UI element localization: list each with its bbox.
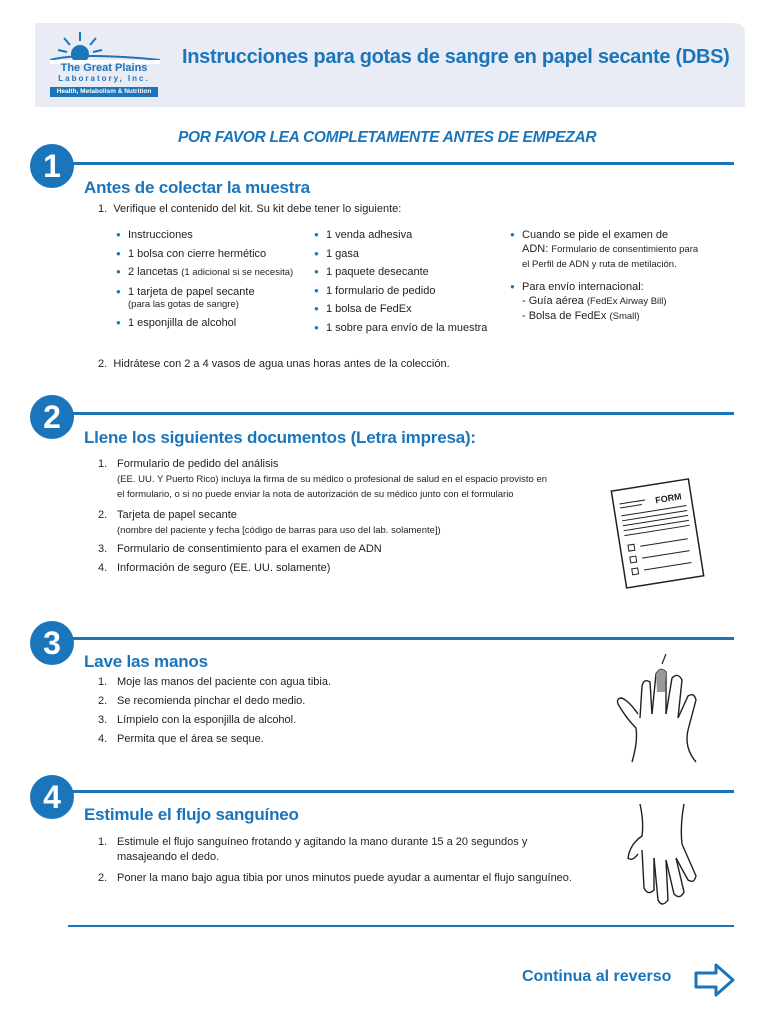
section-heading-4: Estimule el flujo sanguíneo [84, 805, 299, 824]
step-number-3: 3 [30, 621, 74, 665]
list-item: ● Cuando se pide el examen de ADN: Formulario de consentimiento para el Perfil de ADN y ruta de metilación. [510, 228, 700, 272]
list-item: 1. Formulario de pedido del análisis (EE. UU. Y Puerto Rico) incluya la firma de su médico o profesional de salud en el espacio provisto en el formulario, o si no puede enviar la nota de autorización de su médico junto con el formulario [98, 458, 548, 500]
section-rule-1 [72, 162, 734, 165]
step2-text: Hidrátese con 2 a 4 vasos de agua unas horas antes de la colección. [113, 358, 450, 370]
logo-line2: Laboratory, Inc. [58, 74, 150, 83]
arrow-right-icon [694, 962, 736, 998]
form-document-icon [600, 470, 720, 590]
list-item: ● 2 lancetas (1 adicional si se necesita) [116, 263, 311, 283]
intro-number: 1. [98, 203, 108, 215]
section-rule-2 [72, 412, 734, 415]
list-item: 2. Se recomienda pinchar el dedo medio. [98, 695, 306, 707]
kit-list-col2 [314, 226, 504, 337]
list-item: 1. Moje las manos del paciente con agua tibia. [98, 676, 332, 688]
hydrate-step [98, 357, 450, 372]
list-item: ● 1 sobre para envío de la muestra [314, 319, 504, 338]
list-item: ● 1 paquete desecante [314, 263, 504, 282]
list-item: ● Instrucciones [116, 226, 311, 245]
list-item: ● 1 tarjeta de papel secante (para las gotas de sangre) [116, 283, 311, 313]
intro-text: Verifique el contenido del kit. Su kit debe tener lo siguiente: [113, 203, 402, 215]
list-item: 4. Permita que el área se seque. [98, 733, 264, 745]
kit-list-col1 [116, 226, 311, 333]
hand-finger-icon [612, 652, 712, 764]
kit-intro [98, 202, 401, 217]
continue-label: Continua al reverso [522, 968, 672, 985]
list-item: ● Para envío internacional: - Guía aérea (FedEx Airway Bill) - Bolsa de FedEx (Small) [510, 280, 700, 324]
logo-text [52, 63, 156, 83]
hand-down-icon [618, 802, 708, 914]
wash-hands-list [98, 675, 498, 747]
list-item: ● 1 gasa [314, 245, 504, 264]
bottom-rule [68, 925, 734, 927]
section-heading-2: Llene los siguientes documentos (Letra impresa): [84, 428, 476, 447]
list-item: ● 1 esponjilla de alcohol [116, 314, 311, 333]
list-item: ● 1 formulario de pedido [314, 282, 504, 301]
list-item: 2. Tarjeta de papel secante (nombre del paciente y fecha [código de barras para uso del lab. solamente]) [98, 509, 441, 536]
documents-list [98, 457, 548, 576]
list-item: 2. Poner la mano bajo agua tibia por unos minutos puede ayudar a aumentar el flujo sanguíneo. [98, 872, 572, 884]
list-item: 4. Información de seguro (EE. UU. solamente) [98, 562, 331, 574]
sun-logo-icon [50, 30, 160, 64]
step-number-2: 2 [30, 395, 74, 439]
logo-tagline: Health, Metabolism & Nutrition [50, 87, 158, 97]
list-item: ● 1 bolsa de FedEx [314, 300, 504, 319]
section-heading-1: Antes de colectar la muestra [84, 178, 310, 197]
logo-line1: The Great Plains [60, 62, 148, 74]
step2-number: 2. [98, 358, 108, 370]
stimulate-flow-list [98, 835, 588, 886]
kit-list-col3 [510, 228, 700, 332]
list-item: 1. Estimule el flujo sanguíneo frotando y agitando la mano durante 15 a 20 segundos y masajeando el dedo. [98, 836, 528, 863]
step-number-1: 1 [30, 144, 74, 188]
list-item: ● 1 bolsa con cierre hermético [116, 245, 311, 264]
section-heading-3: Lave las manos [84, 652, 208, 671]
section-rule-4 [72, 790, 734, 793]
logo [50, 30, 160, 98]
step-number-4: 4 [30, 775, 74, 819]
section-rule-3 [72, 637, 734, 640]
page-title: Instrucciones para gotas de sangre en papel secante (DBS) [182, 46, 730, 68]
form-label: FORM [654, 491, 683, 506]
list-item: 3. Límpielo con la esponjilla de alcohol. [98, 714, 297, 726]
list-item: ● 1 venda adhesiva [314, 226, 504, 245]
read-warning: POR FAVOR LEA COMPLETAMENTE ANTES DE EMPEZAR [178, 129, 597, 146]
list-item: 3. Formulario de consentimiento para el examen de ADN [98, 543, 382, 555]
